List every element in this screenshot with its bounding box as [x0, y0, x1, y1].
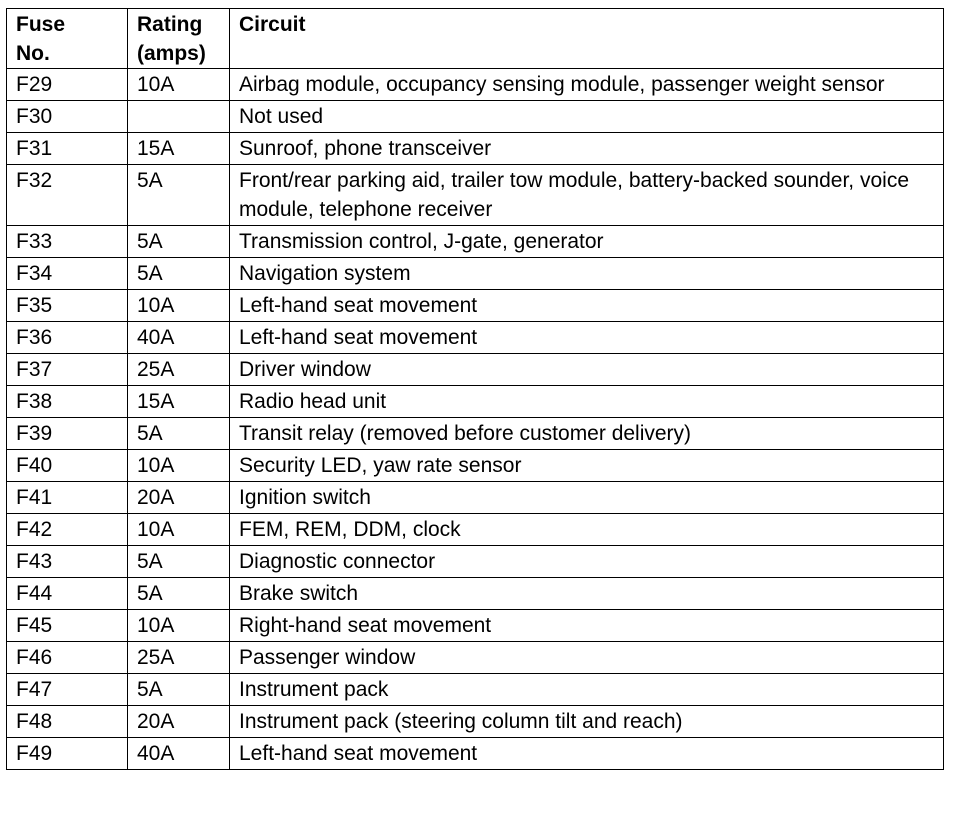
circuit-cell: Not used: [230, 101, 944, 133]
header-rating-line2: (amps): [137, 42, 206, 65]
rating-cell: 25A: [128, 354, 230, 386]
circuit-cell: Radio head unit: [230, 386, 944, 418]
table-row: [7, 546, 944, 578]
fuse-number-cell: F49: [7, 738, 128, 770]
rating-cell: [128, 101, 230, 133]
rating-cell: 10A: [128, 610, 230, 642]
table-row: [7, 450, 944, 482]
rating-cell: 5A: [128, 165, 230, 226]
fuse-number-cell: F42: [7, 514, 128, 546]
rating-cell: 10A: [128, 450, 230, 482]
header-fuse-line2: No.: [16, 42, 50, 65]
circuit-cell: Left-hand seat movement: [230, 290, 944, 322]
fuse-number-cell: F48: [7, 706, 128, 738]
circuit-cell: Airbag module, occupancy sensing module, passenger weight sensor: [230, 69, 944, 101]
table-row: [7, 514, 944, 546]
rating-cell: 10A: [128, 514, 230, 546]
table-row: [7, 101, 944, 133]
fuse-number-cell: F45: [7, 610, 128, 642]
table-row: [7, 738, 944, 770]
circuit-cell: Navigation system: [230, 258, 944, 290]
table-row: [7, 706, 944, 738]
rating-cell: 5A: [128, 674, 230, 706]
circuit-cell: Diagnostic connector: [230, 546, 944, 578]
table-row: [7, 290, 944, 322]
rating-cell: 5A: [128, 226, 230, 258]
fuse-number-cell: F34: [7, 258, 128, 290]
circuit-cell: Left-hand seat movement: [230, 322, 944, 354]
fuse-number-cell: F32: [7, 165, 128, 226]
fuse-number-cell: F41: [7, 482, 128, 514]
circuit-cell: Front/rear parking aid, trailer tow module, battery-backed sounder, voice module, telephone receiver: [230, 165, 944, 226]
rating-cell: 5A: [128, 418, 230, 450]
table-row: [7, 578, 944, 610]
table-row: [7, 674, 944, 706]
circuit-cell: Ignition switch: [230, 482, 944, 514]
fuse-number-cell: F33: [7, 226, 128, 258]
circuit-cell: Security LED, yaw rate sensor: [230, 450, 944, 482]
header-row: [7, 9, 944, 69]
fuse-number-cell: F44: [7, 578, 128, 610]
rating-cell: 25A: [128, 642, 230, 674]
rating-cell: 5A: [128, 258, 230, 290]
table-row: [7, 610, 944, 642]
header-fuse-no: [7, 9, 128, 69]
fuse-number-cell: F35: [7, 290, 128, 322]
circuit-cell: Left-hand seat movement: [230, 738, 944, 770]
fuse-number-cell: F36: [7, 322, 128, 354]
fuse-number-cell: F47: [7, 674, 128, 706]
circuit-cell: Transit relay (removed before customer delivery): [230, 418, 944, 450]
table-row: [7, 69, 944, 101]
fuse-number-cell: F37: [7, 354, 128, 386]
fuse-number-cell: F29: [7, 69, 128, 101]
fuse-number-cell: F38: [7, 386, 128, 418]
table-row: [7, 226, 944, 258]
fuse-number-cell: F30: [7, 101, 128, 133]
circuit-cell: Instrument pack (steering column tilt and reach): [230, 706, 944, 738]
table-row: [7, 258, 944, 290]
fuse-number-cell: F46: [7, 642, 128, 674]
table-row: [7, 418, 944, 450]
fuse-number-cell: F39: [7, 418, 128, 450]
table-row: [7, 354, 944, 386]
circuit-cell: Instrument pack: [230, 674, 944, 706]
rating-cell: 40A: [128, 738, 230, 770]
fuse-rows: [7, 69, 944, 770]
rating-cell: 15A: [128, 133, 230, 165]
rating-cell: 10A: [128, 290, 230, 322]
table-row: [7, 386, 944, 418]
rating-cell: 5A: [128, 578, 230, 610]
fuse-number-cell: F31: [7, 133, 128, 165]
rating-cell: 20A: [128, 706, 230, 738]
rating-cell: 20A: [128, 482, 230, 514]
header-rating: [128, 9, 230, 69]
table-row: [7, 322, 944, 354]
fuse-table: [6, 8, 944, 770]
header-circuit: [230, 9, 944, 69]
header-fuse-line1: Fuse: [16, 13, 66, 36]
table-row: [7, 165, 944, 226]
circuit-cell: Brake switch: [230, 578, 944, 610]
fuse-number-cell: F40: [7, 450, 128, 482]
rating-cell: 15A: [128, 386, 230, 418]
circuit-cell: Passenger window: [230, 642, 944, 674]
rating-cell: 5A: [128, 546, 230, 578]
header-circuit-label: Circuit: [239, 13, 306, 36]
circuit-cell: FEM, REM, DDM, clock: [230, 514, 944, 546]
circuit-cell: Transmission control, J-gate, generator: [230, 226, 944, 258]
table-row: [7, 133, 944, 165]
circuit-cell: Right-hand seat movement: [230, 610, 944, 642]
header-rating-line1: Rating: [137, 13, 203, 36]
table-row: [7, 642, 944, 674]
circuit-cell: Driver window: [230, 354, 944, 386]
circuit-cell: Sunroof, phone transceiver: [230, 133, 944, 165]
rating-cell: 40A: [128, 322, 230, 354]
fuse-number-cell: F43: [7, 546, 128, 578]
table-row: [7, 482, 944, 514]
rating-cell: 10A: [128, 69, 230, 101]
